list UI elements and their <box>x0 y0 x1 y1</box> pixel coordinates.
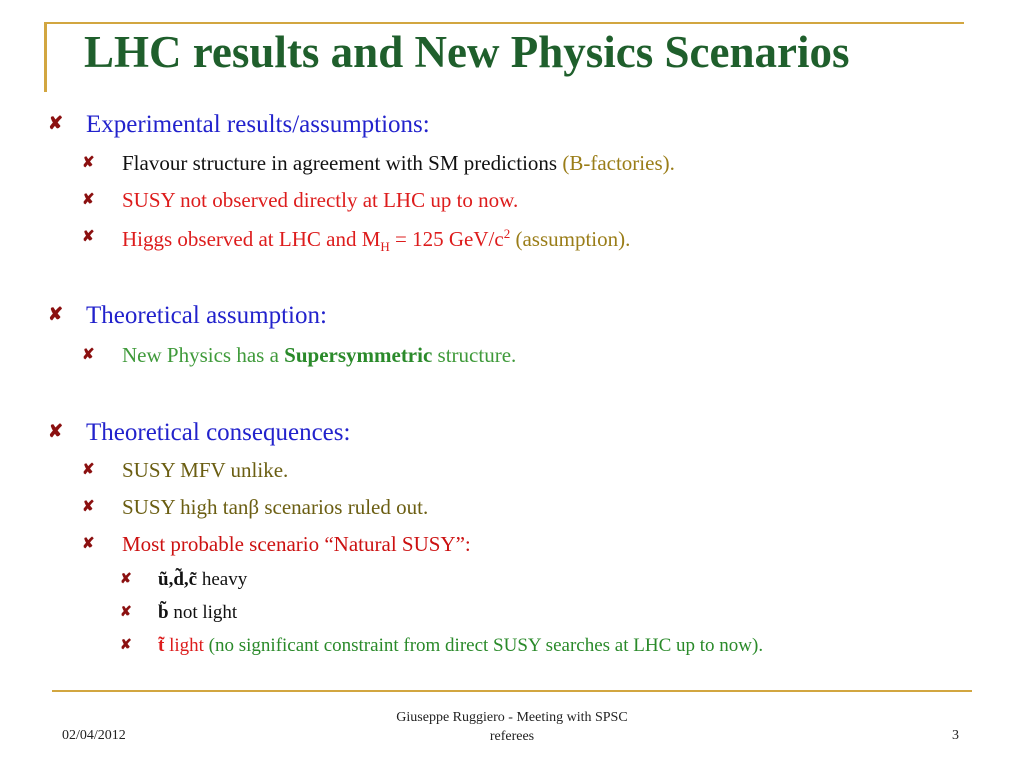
section-heading: Theoretical assumption: <box>86 302 327 329</box>
cross-bullet-icon: ✘ <box>48 421 64 441</box>
footer-rule <box>52 690 972 692</box>
bullet-text: SUSY high tanβ scenarios ruled out. <box>122 495 429 519</box>
sbottom-symbol: b̃ <box>158 602 169 623</box>
footer-author-line: referees <box>489 729 535 744</box>
subbullet-highlight: light <box>169 635 204 656</box>
subbullet-text: not light <box>173 602 238 623</box>
cross-bullet-icon: ✘ <box>82 536 95 552</box>
cross-bullet-icon: ✘ <box>82 462 95 478</box>
bullet-text-mid: = 125 GeV/c <box>389 227 504 251</box>
cross-bullet-icon: ✘ <box>48 113 64 133</box>
bullet-note: (assumption). <box>515 227 631 251</box>
bullet-note: (B-factories). <box>562 151 675 175</box>
footer-page-number: 3 <box>952 728 959 743</box>
cross-bullet-icon: ✘ <box>120 605 132 620</box>
cross-bullet-icon: ✘ <box>82 192 95 208</box>
slide-title: LHC results and New Physics Scenarios <box>84 27 850 77</box>
cross-bullet-icon: ✘ <box>82 499 95 515</box>
stop-symbol: t̃ <box>158 635 165 656</box>
higgs-mass-subscript: H <box>380 239 390 255</box>
footer-author-line: Giuseppe Ruggiero - Meeting with SPSC <box>396 710 628 725</box>
bullet-text: SUSY not observed directly at LHC up to now. <box>122 188 519 212</box>
squark-symbol: ũ,d̃,c̃ <box>158 569 198 590</box>
bullet-text-prefix: New Physics has a <box>122 343 279 367</box>
bullet-text: SUSY MFV unlike. <box>122 458 289 482</box>
bullet-text-prefix: Higgs observed at LHC and M <box>122 227 381 251</box>
section-heading: Experimental results/assumptions: <box>86 111 430 138</box>
title-accent-top-rule <box>44 22 964 24</box>
subbullet-text: heavy <box>201 569 248 590</box>
footer-author <box>362 708 662 746</box>
footer-date: 02/04/2012 <box>62 728 126 743</box>
cross-bullet-icon: ✘ <box>82 155 95 171</box>
cross-bullet-icon: ✘ <box>120 572 132 587</box>
unit-superscript: 2 <box>503 226 511 241</box>
cross-bullet-icon: ✘ <box>48 304 64 324</box>
bullet-text: Most probable scenario “Natural SUSY”: <box>122 532 471 556</box>
section-heading: Theoretical consequences: <box>86 419 351 446</box>
cross-bullet-icon: ✘ <box>120 638 132 653</box>
subbullet-note: (no significant constraint from direct SUSY searches at LHC up to now). <box>208 635 764 656</box>
cross-bullet-icon: ✘ <box>82 347 95 363</box>
bullet-text-suffix: structure. <box>437 343 517 367</box>
title-accent-vertical-rule <box>44 22 47 92</box>
bullet-bold-term: Supersymmetric <box>284 343 433 367</box>
bullet-text: Flavour structure in agreement with SM predictions <box>122 151 558 175</box>
cross-bullet-icon: ✘ <box>82 229 95 245</box>
